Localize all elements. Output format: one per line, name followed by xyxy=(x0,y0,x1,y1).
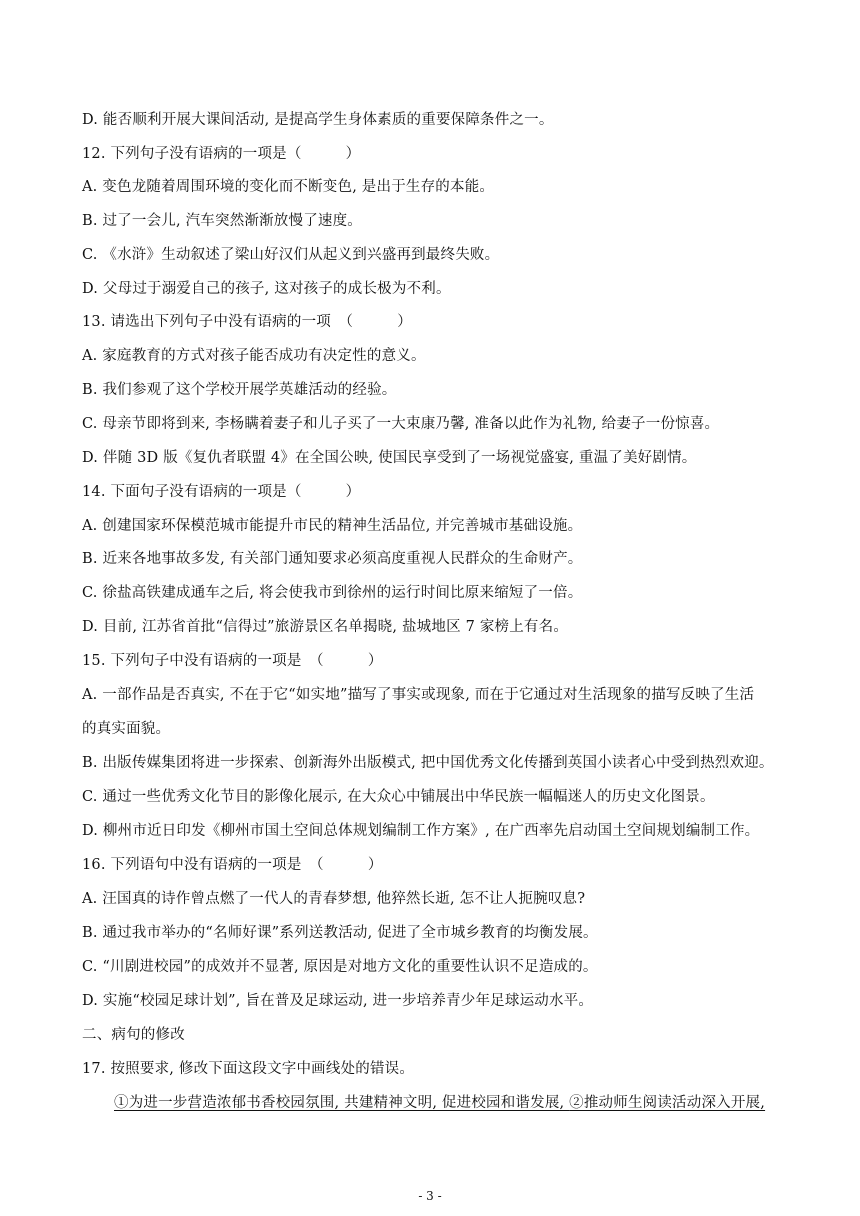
underlined-segment-1: ①为进一步营造浓郁书香校园氛围, 共建精神文明, 促进校园和谐发展, xyxy=(114,1095,570,1111)
page-number: - 3 - xyxy=(418,1189,442,1203)
underlined-passage xyxy=(114,1093,784,1113)
option-line: C. 通过一些优秀文化节目的影像化展示, 在大众心中铺展出中华民族一幅幅迷人的历史文化图景。 xyxy=(82,789,715,805)
option-line: B. 通过我市举办的“名师好课”系列送教活动, 促进了全市城乡教育的均衡发展。 xyxy=(82,925,598,941)
option-line: D. 实施“校园足球计划”, 旨在普及足球运动, 进一步培养青少年足球运动水平。 xyxy=(82,993,594,1009)
question-heading: 15. 下列句子中没有语病的一项是 （ ） xyxy=(82,653,383,669)
question-heading: 13. 请选出下列句子中没有语病的一项 （ ） xyxy=(82,314,412,330)
option-line: D. 柳州市近日印发《柳州市国土空间总体规划编制工作方案》, 在广西率先启动国土空间规划编制工作。 xyxy=(82,823,760,839)
option-line: C. 徐盐高铁建成通车之后, 将会使我市到徐州的运行时间比原来缩短了一倍。 xyxy=(82,585,583,601)
option-line: A. 家庭教育的方式对孩子能否成功有决定性的意义。 xyxy=(82,348,426,364)
text-line: D. 能否顺利开展大课间活动, 是提高学生身体素质的重要保障条件之一。 xyxy=(82,112,554,128)
section-heading: 二、病句的修改 xyxy=(82,1027,185,1043)
option-line: C. “川剧进校园”的成效并不显著, 原因是对地方文化的重要性认识不足造成的。 xyxy=(82,959,598,975)
option-line: A. 创建国家环保模范城市能提升市民的精神生活品位, 并完善城市基础设施。 xyxy=(82,518,583,534)
question-heading: 16. 下列语句中没有语病的一项是 （ ） xyxy=(82,857,383,873)
option-line: B. 近来各地事故多发, 有关部门通知要求必须高度重视人民群众的生命财产。 xyxy=(82,551,583,567)
option-line: D. 目前, 江苏省首批“信得过”旅游景区名单揭晓, 盐城地区 7 家榜上有名。 xyxy=(82,619,569,635)
option-line: B. 出版传媒集团将进一步探索、创新海外出版模式, 把中国优秀文化传播到英国小读者心中受到热烈欢迎。 xyxy=(82,755,774,771)
option-line: A. 汪国真的诗作曾点燃了一代人的青春梦想, 他猝然长逝, 怎不让人扼腕叹息? xyxy=(82,891,586,907)
option-line: A. 一部作品是否真实, 不在于它“如实地”描写了事实或现象, 而在于它通过对生活现象的描写反映了生活 xyxy=(82,687,755,703)
question-heading: 12. 下列句子没有语病的一项是（ ） xyxy=(82,146,361,162)
question-heading: 14. 下面句子没有语病的一项是（ ） xyxy=(82,484,361,500)
option-line: D. 伴随 3D 版《复仇者联盟 4》在全国公映, 使国民享受到了一场视觉盛宴, 重温了美好剧情。 xyxy=(82,450,697,466)
option-line-continuation: 的真实面貌。 xyxy=(82,721,171,737)
option-line: A. 变色龙随着周围环境的变化而不断变色, 是出于生存的本能。 xyxy=(82,179,495,195)
option-line: D. 父母过于溺爱自己的孩子, 这对孩子的成长极为不利。 xyxy=(82,281,451,297)
option-line: B. 过了一会儿, 汽车突然渐渐放慢了速度。 xyxy=(82,213,362,229)
option-line: C. 母亲节即将到来, 李杨瞒着妻子和儿子买了一大束康乃馨, 准备以此作为礼物, 给妻子一份惊喜。 xyxy=(82,416,720,432)
option-line: B. 我们参观了这个学校开展学英雄活动的经验。 xyxy=(82,382,397,398)
question-heading: 17. 按照要求, 修改下面这段文字中画线处的错误。 xyxy=(82,1061,415,1077)
option-line: C. 《水浒》生动叙述了梁山好汉们从起义到兴盛再到最终失败。 xyxy=(82,247,500,263)
underlined-segment-2: ②推动师生阅读活动深入开展, xyxy=(569,1095,766,1111)
